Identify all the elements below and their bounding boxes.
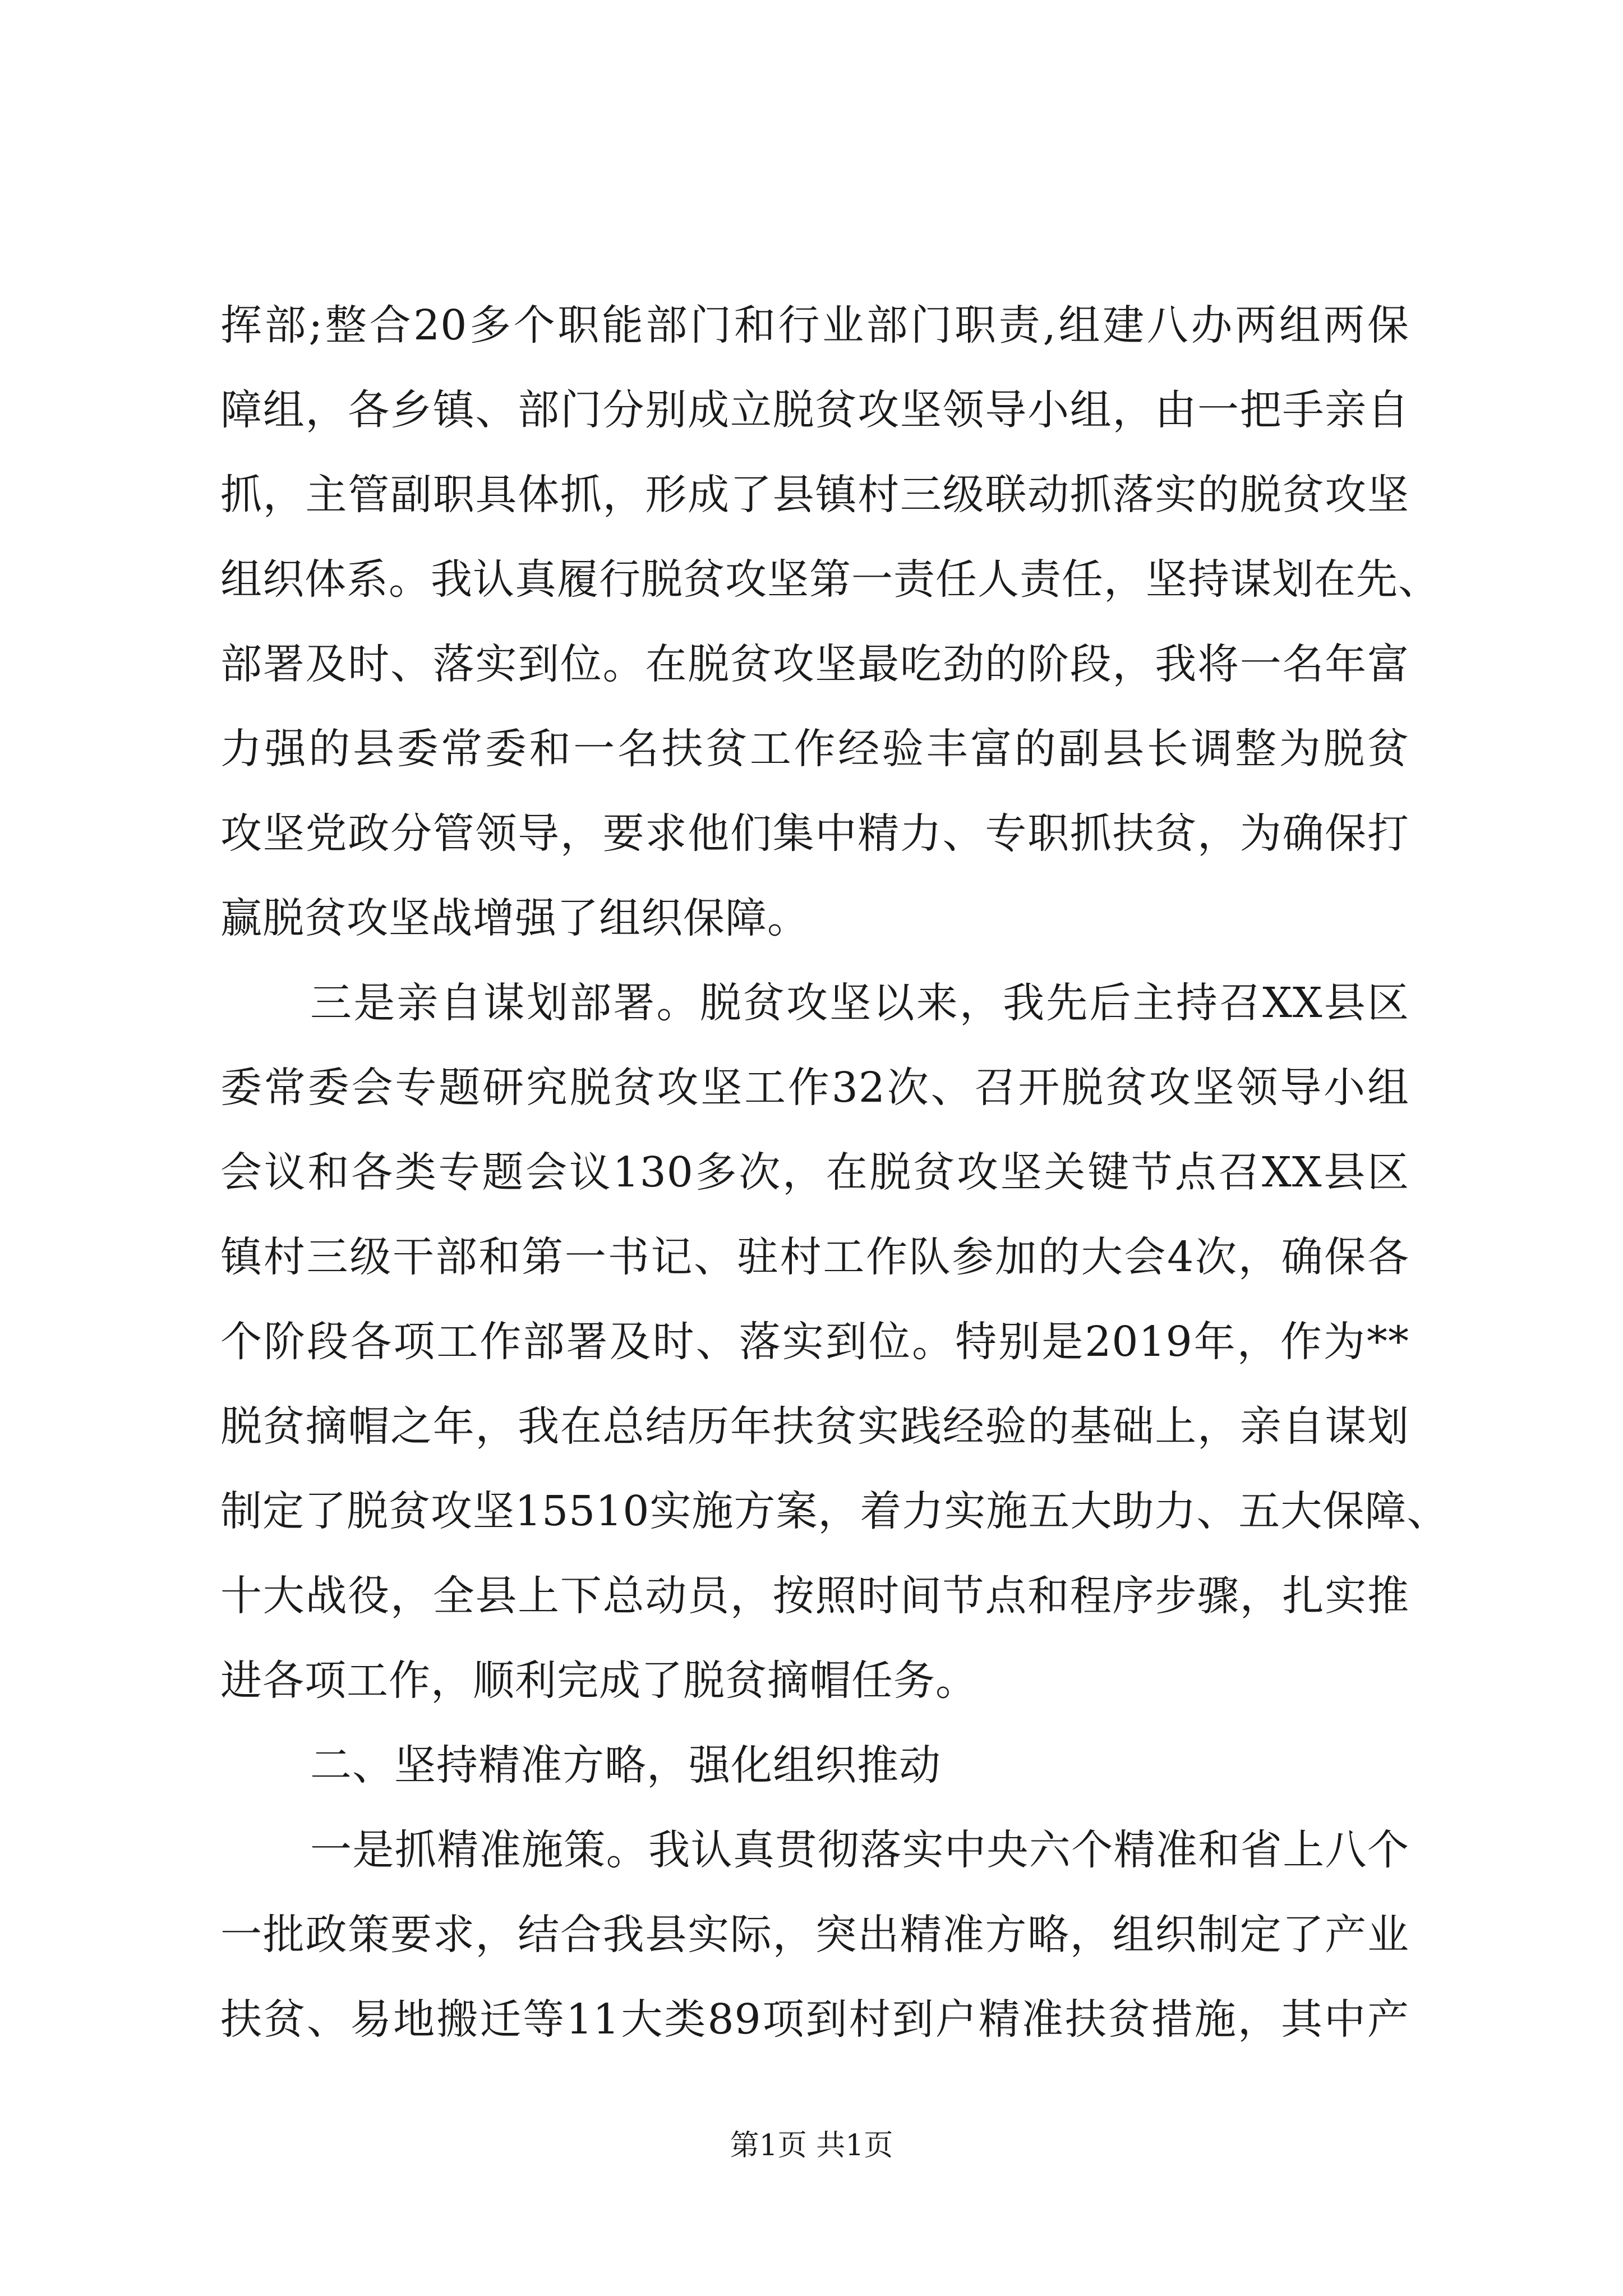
document-body xyxy=(220,283,1449,2062)
text-line: 会议和各类专题会议130多次，在脱贫攻坚关键节点召XX县区 xyxy=(220,1148,1409,1197)
page-footer xyxy=(0,2126,1623,2165)
text-line: 攻坚党政分管领导，要求他们集中精力、专职抓扶贫，为确保打 xyxy=(220,809,1409,858)
section-heading: 二、坚持精准方略，强化组织推动 xyxy=(310,1741,941,1789)
text-line: 委常委会专题研究脱贫攻坚工作32次、召开脱贫攻坚领导小组 xyxy=(220,1064,1409,1112)
text-line: 一批政策要求，结合我县实际，突出精准方略，组织制定了产业 xyxy=(220,1911,1409,1959)
page-number: 第1页 共1页 xyxy=(730,2129,893,2162)
text-line: 个阶段各项工作部署及时、落实到位。特别是2019年，作为** xyxy=(220,1318,1409,1366)
text-line: 组织体系。我认真履行脱贫攻坚第一责任人责任，坚持谋划在先、 xyxy=(220,555,1440,604)
text-line: 十大战役，全县上下总动员，按照时间节点和程序步骤，扎实推 xyxy=(220,1572,1409,1620)
text-line: 脱贫摘帽之年，我在总结历年扶贫实践经验的基础上，亲自谋划 xyxy=(220,1402,1409,1451)
text-line: 制定了脱贫攻坚15510实施方案，着力实施五大助力、五大保障、 xyxy=(220,1487,1449,1535)
text-line: 进各项工作，顺利完成了脱贫摘帽任务。 xyxy=(220,1657,978,1705)
text-line: 镇村三级干部和第一书记、驻村工作队参加的大会4次，确保各 xyxy=(220,1233,1409,1281)
text-line: 扶贫、易地搬迁等11大类89项到村到户精准扶贫措施，其中产 xyxy=(220,1995,1409,2044)
text-line: 三是亲自谋划部署。脱贫攻坚以来，我先后主持召XX县区 xyxy=(310,979,1409,1027)
text-line: 障组，各乡镇、部门分别成立脱贫攻坚领导小组，由一把手亲自 xyxy=(220,386,1409,434)
text-line: 抓，主管副职具体抓，形成了县镇村三级联动抓落实的脱贫攻坚 xyxy=(220,471,1409,519)
text-line: 力强的县委常委和一名扶贫工作经验丰富的副县长调整为脱贫 xyxy=(220,725,1409,773)
text-line: 赢脱贫攻坚战增强了组织保障。 xyxy=(220,894,809,942)
text-line: 部署及时、落实到位。在脱贫攻坚最吃劲的阶段，我将一名年富 xyxy=(220,640,1409,688)
text-line: 一是抓精准施策。我认真贯彻落实中央六个精准和省上八个 xyxy=(310,1826,1409,1874)
text-line: 挥部;整合20多个职能部门和行业部门职责,组建八办两组两保 xyxy=(220,301,1409,349)
